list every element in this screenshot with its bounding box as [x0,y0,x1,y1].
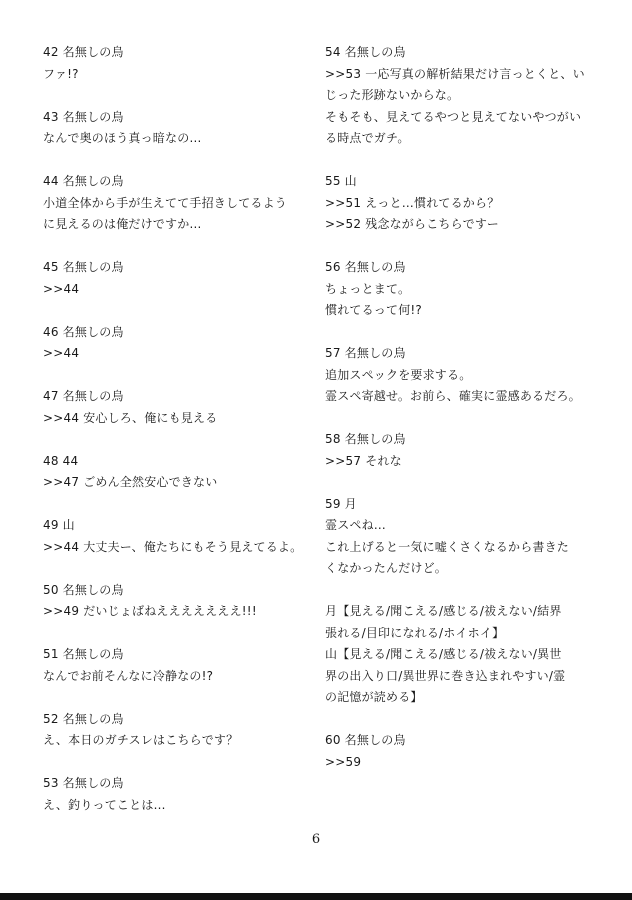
post-text-line: これ上げると一気に嘘くさくなるから書きた [325,539,570,554]
post-spacer [43,429,313,451]
post-header: 52 名無しの烏 [43,711,124,726]
post-spacer [43,623,313,645]
post-spacer [325,322,587,344]
post-header: 45 名無しの烏 [43,260,124,274]
post-spacer [325,150,587,172]
post-spacer [43,85,313,107]
post [325,494,587,709]
post-spacer [43,236,313,258]
post-header: 59 月 [325,496,357,511]
post-header: 44 名無しの烏 [43,174,124,188]
post-text-line: 追加スペックを要求する。 [325,367,472,382]
post [43,644,313,687]
post [43,257,313,300]
post-text-line: >>44 [43,346,80,360]
post-spacer [325,709,587,731]
post-text-line: >>44 安心しろ、俺にも見える [43,410,218,425]
post-spacer [43,365,313,387]
post-text-line: の記憶が読める】 [325,690,423,704]
post [325,343,587,408]
post-spacer [43,150,313,172]
post-spacer [325,236,587,258]
post-text-line: >>49 だいじょばねえええええええ!!! [43,604,257,618]
post-spacer [43,558,313,580]
post-text-line: 界の出入り口/異世界に巻き込まれやすい/霊 [325,668,566,683]
post-text-line: ちょっとまて。 [325,281,411,296]
post-spacer [43,687,313,709]
post-text-line: え、本日のガチスレはこちらです？ [43,733,239,747]
post-text-line: >>47 ごめん全然安心できない [43,475,218,489]
post-text-line: 山【見える/聞こえる/感じる/祓えない/異世 [325,647,562,661]
post-text-line: なんでお前そんなに冷静なの!? [43,668,214,683]
post [43,451,313,494]
post-text-line: 霊スペね… [325,518,387,532]
post-text-line: そもそも、見えてるやつと見えてないやつがい [325,109,582,124]
post-text-line: くなかったんだけど。 [325,561,448,575]
post-text-line: >>44 大丈夫ー、俺たちにもそう見えてるよ。 [43,539,303,554]
post [325,42,587,150]
post [43,107,313,150]
post-spacer [325,408,587,430]
post-header: 48 44 [43,453,79,468]
post-text-line: 月【見える/聞こえる/感じる/祓えない/結界 [325,604,562,618]
post-spacer [325,472,587,494]
post-text-line: じった形跡ないからな。 [325,88,460,102]
post-header: 56 名無しの烏 [325,260,406,274]
post-header: 46 名無しの烏 [43,324,124,339]
post-text-line: る時点でガチ。 [325,131,410,145]
post [43,709,313,752]
post [43,580,313,623]
post-header: 53 名無しの烏 [43,776,124,790]
post-header: 47 名無しの烏 [43,389,124,403]
bottom-border [0,893,632,900]
post-text-line: 張れる/目印になれる/ホイホイ】 [325,625,505,640]
post-header: 54 名無しの烏 [325,45,406,59]
post [43,773,313,816]
post-text-line [325,580,587,602]
post [325,429,587,472]
post [43,386,313,429]
post-header: 49 山 [43,518,75,532]
post-text-line: ファ!? [43,66,79,81]
right-column [325,42,587,773]
post-text-line: >>51 えっと…慣れてるから？ [325,195,500,210]
post-text-line: なんで奥のほう真っ暗なの… [43,131,202,145]
post-header: 57 名無しの烏 [325,346,406,360]
post-text-line: 慣れてるって何!? [325,303,422,317]
post-header: 42 名無しの烏 [43,45,124,59]
post-header: 55 山 [325,174,357,188]
post [325,730,587,773]
post-spacer [43,300,313,322]
post-text-line: 小道全体から手が生えてて手招きしてるよう [43,195,288,210]
post [43,322,313,365]
post-header: 50 名無しの烏 [43,582,124,597]
post [43,171,313,236]
post-text-line: に見えるのは俺だけですか… [43,217,202,231]
post-text-line: え、釣りってことは… [43,797,166,812]
post-header: 60 名無しの烏 [325,733,406,747]
post-text-line: >>44 [43,281,80,296]
post-text-line: >>52 残念ながらこちらですー [325,217,499,231]
post-spacer [43,752,313,774]
post [325,257,587,322]
post [43,42,313,85]
post-header: 51 名無しの烏 [43,647,124,661]
post-text-line: >>59 [325,754,362,769]
post-header: 58 名無しの烏 [325,432,406,446]
post-spacer [43,494,313,516]
page-number: 6 [311,832,321,847]
post [43,515,313,558]
post-text-line: >>53 一応写真の解析結果だけ言っとくと、い [325,66,585,81]
left-column [43,42,313,816]
post-text-line: >>57 それな [325,453,402,468]
post-header: 43 名無しの烏 [43,109,124,124]
post [325,171,587,236]
post-text-line: 霊スペ寄越せ。お前ら、確実に霊感あるだろ。 [325,389,581,403]
